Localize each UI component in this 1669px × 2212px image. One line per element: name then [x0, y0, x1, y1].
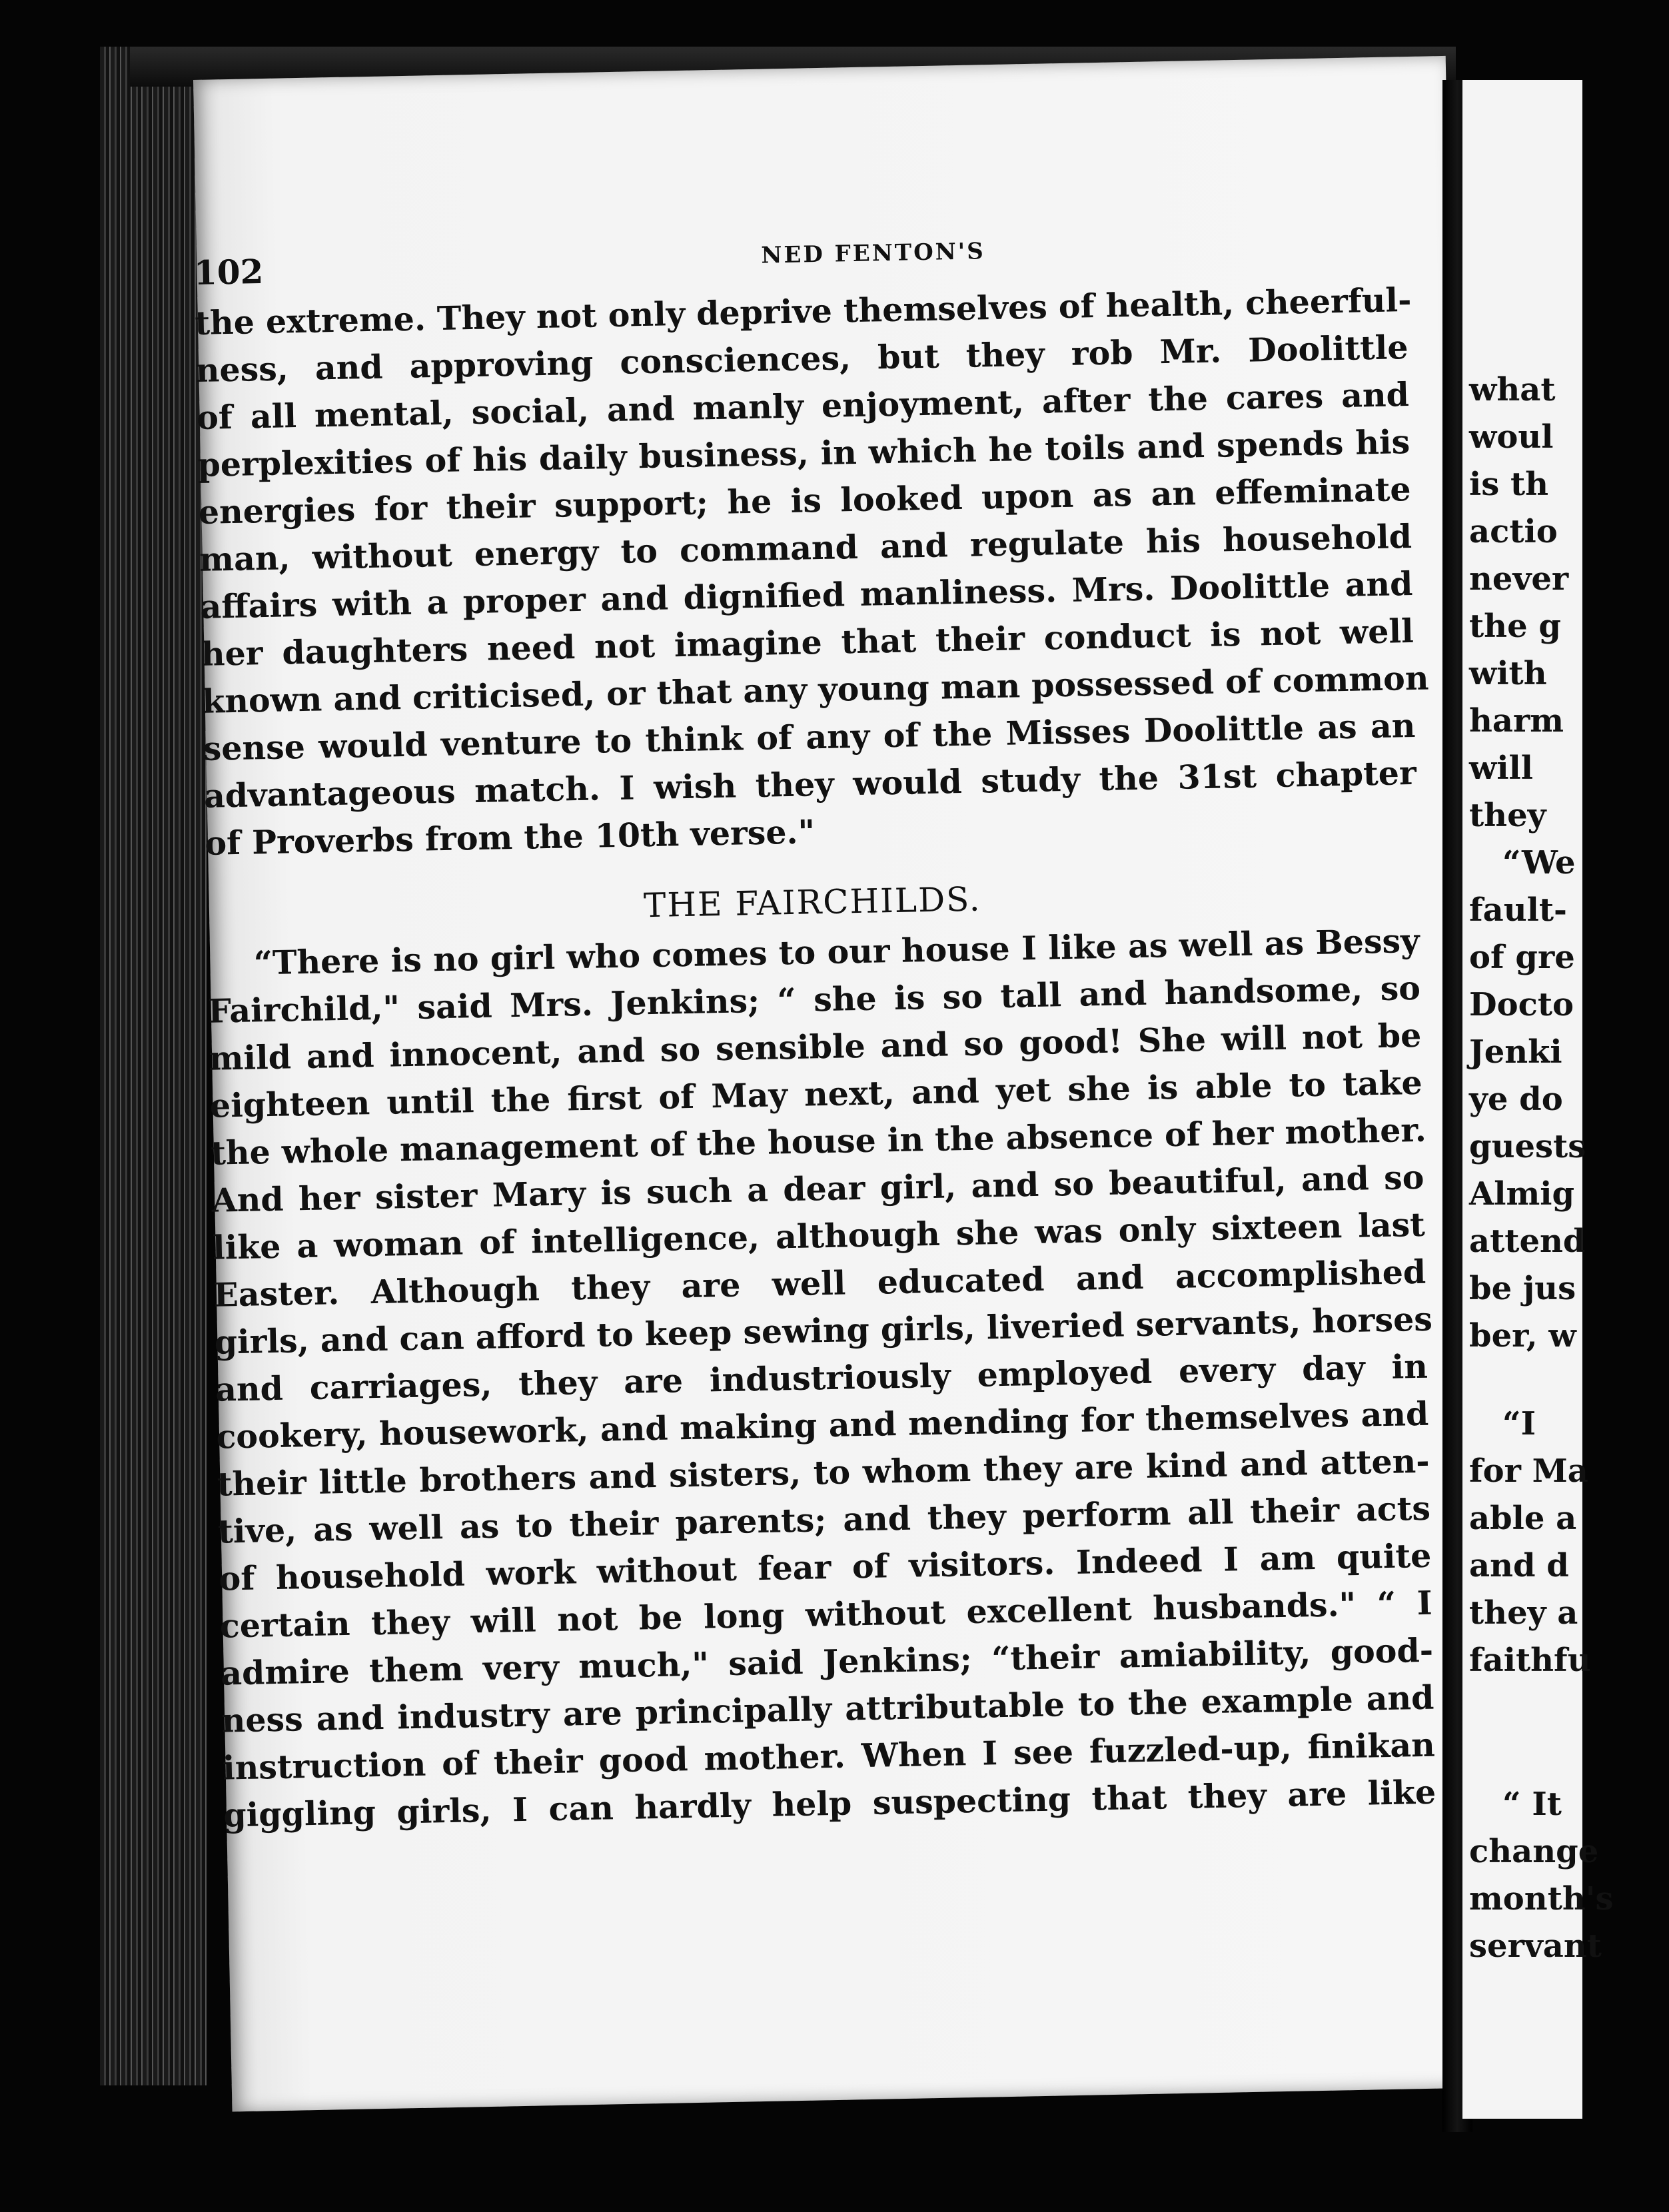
right-line: they: [1469, 797, 1546, 834]
text-line: giggling girls, I can hardly help suspecting that they are like: [223, 1772, 1436, 1835]
text-line: certain they will not be long without excellent husbands." “ I: [219, 1583, 1433, 1646]
text-line: like a woman of intelligence, although she was only sixteen last: [212, 1205, 1426, 1267]
right-line: faithfu: [1469, 1642, 1591, 1679]
text-line: mild and innocent, and so sensible and so good! She will not be: [209, 1015, 1422, 1078]
text-line: Easter. Although they are well educated and accomplished: [213, 1252, 1426, 1315]
text-line: known and criticised, or that any young man possessed of common: [201, 658, 1429, 721]
right-line: they a: [1469, 1594, 1578, 1632]
right-line: fault-: [1469, 891, 1567, 929]
right-line: change: [1469, 1833, 1599, 1870]
right-line: woul: [1469, 418, 1554, 456]
text-line: sense would venture to think of any of the Misses Doolittle as an: [203, 706, 1416, 768]
text-line: ness, and approving consciences, but they rob Mr. Doolittle: [195, 328, 1408, 390]
right-line: what: [1469, 371, 1556, 408]
right-line: “I: [1502, 1405, 1536, 1442]
right-line: able a: [1469, 1500, 1577, 1537]
right-line: harm: [1469, 702, 1564, 740]
text-line: energies for their support; he is looked upon as an effeminate: [198, 469, 1412, 532]
text-line: eighteen until the first of May next, and yet she is able to take: [209, 1063, 1423, 1125]
right-line: never: [1469, 560, 1569, 598]
book-edge: [100, 47, 207, 2085]
right-line: servant: [1469, 1928, 1602, 1965]
text-line: girls, and can afford to keep sewing girls, liveried servants, horses: [214, 1299, 1433, 1362]
right-line: be jus: [1469, 1270, 1576, 1307]
text-line: instruction of their good mother. When I see fuzzled-up, finikan: [222, 1725, 1436, 1788]
right-block-1: [1469, 366, 1669, 1360]
text-line: of household work without fear of visitors. Indeed I am quite: [219, 1536, 1432, 1598]
text-line: the extreme. They not only deprive themselves of health, cheerful-: [194, 280, 1412, 342]
text-line: advantageous match. I wish they would study the 31st chapter: [203, 753, 1417, 816]
right-line: for Ma: [1469, 1452, 1588, 1490]
right-line: actio: [1469, 513, 1558, 550]
running-head: NED FENTON'S: [761, 238, 986, 269]
text-line: perplexities of his daily business, in which he toils and spends his: [197, 422, 1410, 484]
right-line: “We: [1502, 844, 1576, 881]
right-page-text: [1469, 366, 1669, 1970]
right-line: and d: [1469, 1547, 1569, 1584]
right-line: Almig: [1469, 1175, 1575, 1213]
text-line: admire them very much," said Jenkins; “their amiability, good-: [220, 1630, 1434, 1693]
text-line: “There is no girl who comes to our house I like as well as Bessy: [253, 921, 1420, 983]
section-title: THE FAIRCHILDS.: [643, 879, 982, 925]
right-line: ye do: [1469, 1081, 1563, 1118]
text-line: their little brothers and sisters, to whom they are kind and atten-: [217, 1441, 1430, 1504]
text-line: her daughters need not imagine that their conduct is not well: [201, 611, 1414, 674]
right-line: month's: [1469, 1880, 1614, 1918]
right-block-2: [1469, 1400, 1669, 1684]
text-line: and carriages, they are industriously employed every day in: [215, 1347, 1428, 1409]
right-line: “ It: [1502, 1786, 1562, 1823]
text-line: of all mental, social, and manly enjoyment, after the cares and: [196, 375, 1410, 437]
right-line: ber, w: [1469, 1317, 1576, 1355]
text-line: cookery, housework, and making and mending for themselves and: [215, 1394, 1429, 1456]
page-number: 102: [193, 251, 264, 292]
text-line: ness and industry are principally attributable to the example and: [221, 1678, 1434, 1740]
right-line: will: [1469, 750, 1534, 787]
right-line: attend: [1469, 1223, 1586, 1260]
text-line: the whole management of the house in the absence of her mother.: [210, 1110, 1427, 1173]
text-line: And her sister Mary is such a dear girl, and so beautiful, and so: [211, 1157, 1424, 1220]
right-line: guests: [1469, 1128, 1586, 1165]
text-line: Fairchild," said Mrs. Jenkins; “ she is so tall and handsome, so: [207, 968, 1421, 1031]
text-line: man, without energy to command and regulate his household: [199, 516, 1412, 579]
right-block-3: [1469, 1781, 1669, 1970]
right-line: of gre: [1469, 939, 1575, 976]
right-line: Jenki: [1469, 1033, 1562, 1071]
right-line: the g: [1469, 608, 1561, 645]
right-line: Docto: [1469, 986, 1574, 1023]
paragraph-doolittle: [194, 276, 1429, 867]
right-line: with: [1469, 655, 1547, 692]
paragraph-fairchilds: [207, 917, 1436, 1840]
text-line: tive, as well as to their parents; and they perform all their acts: [217, 1488, 1431, 1551]
right-line: is th: [1469, 466, 1549, 503]
left-page-text: [193, 217, 1436, 1839]
text-line: affairs with a proper and dignified manliness. Mrs. Doolittle and: [200, 564, 1413, 626]
text-line: of Proverbs from the 10th verse.": [204, 812, 816, 863]
right-page-paper: [1462, 80, 1614, 2119]
